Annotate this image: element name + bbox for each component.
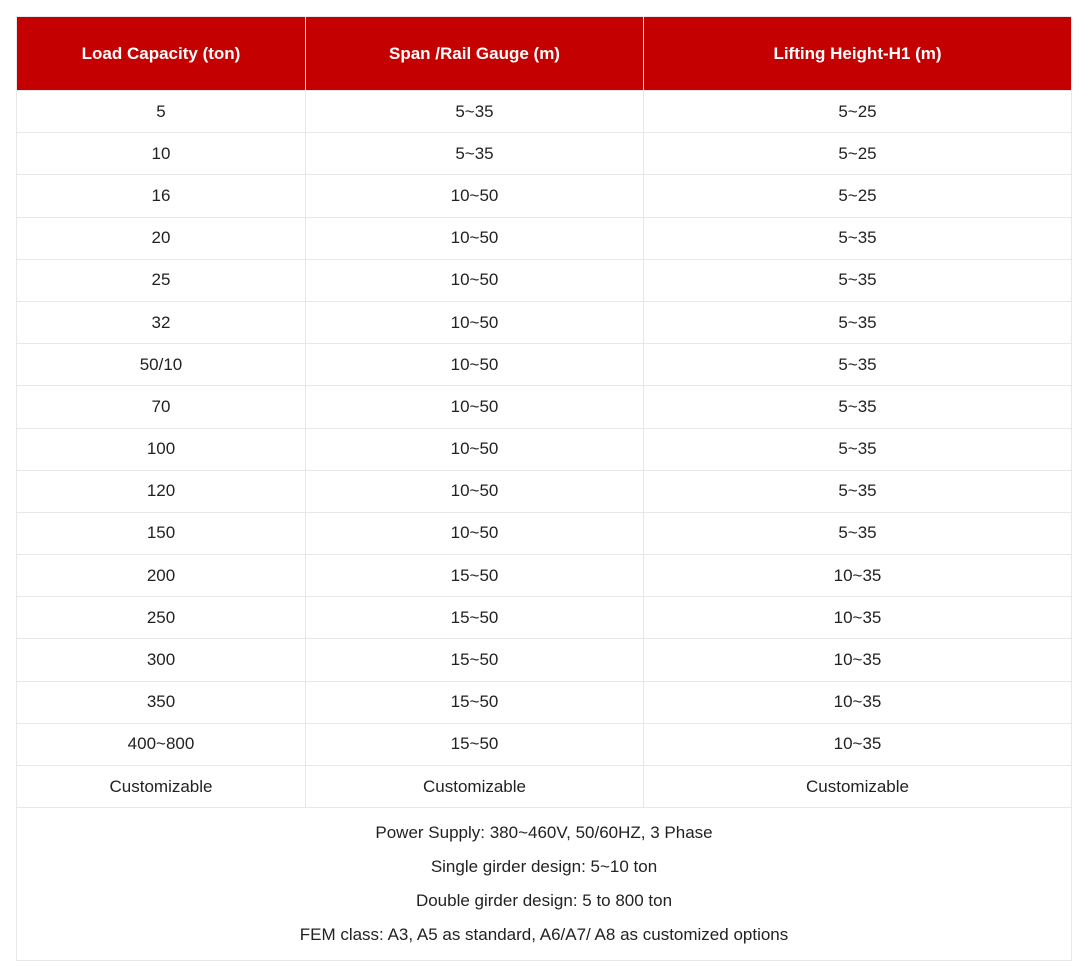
span-cell: 10~50 xyxy=(306,217,644,259)
spec-table-container xyxy=(16,16,1071,961)
span-cell: 5~35 xyxy=(306,91,644,133)
note-single-girder: Single girder design: 5~10 ton xyxy=(430,857,658,877)
span-cell: 15~50 xyxy=(306,723,644,765)
table-row xyxy=(17,386,1072,428)
table-row xyxy=(17,555,1072,597)
note-fem-class: FEM class: A3, A5 as standard, A6/A7/ A8 as customized options xyxy=(299,925,789,945)
lifting-height-cell: 5~35 xyxy=(644,344,1072,386)
note-power-supply: Power Supply: 380~460V, 50/60HZ, 3 Phase xyxy=(375,823,713,843)
lifting-height-cell: 5~25 xyxy=(644,175,1072,217)
load-capacity-cell: 120 xyxy=(17,470,306,512)
notes-row xyxy=(17,808,1072,961)
load-capacity-cell: 70 xyxy=(17,386,306,428)
lifting-height-cell: 5~35 xyxy=(644,428,1072,470)
span-cell: 10~50 xyxy=(306,470,644,512)
span-cell: 10~50 xyxy=(306,301,644,343)
lifting-height-cell: 5~25 xyxy=(644,91,1072,133)
crane-spec-table xyxy=(16,16,1072,961)
table-row xyxy=(17,91,1072,133)
table-row xyxy=(17,512,1072,554)
load-capacity-cell: 200 xyxy=(17,555,306,597)
lifting-height-cell: 5~35 xyxy=(644,259,1072,301)
span-cell: 15~50 xyxy=(306,555,644,597)
load-capacity-cell: Customizable xyxy=(17,766,306,808)
load-capacity-cell: 10 xyxy=(17,133,306,175)
load-capacity-cell: 16 xyxy=(17,175,306,217)
span-cell: 5~35 xyxy=(306,133,644,175)
table-row xyxy=(17,597,1072,639)
table-row xyxy=(17,344,1072,386)
span-cell: Customizable xyxy=(306,766,644,808)
span-cell: 10~50 xyxy=(306,428,644,470)
load-capacity-cell: 50/10 xyxy=(17,344,306,386)
lifting-height-cell: 5~35 xyxy=(644,217,1072,259)
table-header xyxy=(17,17,1072,91)
span-cell: 15~50 xyxy=(306,681,644,723)
load-capacity-cell: 300 xyxy=(17,639,306,681)
load-capacity-cell: 25 xyxy=(17,259,306,301)
table-row xyxy=(17,639,1072,681)
span-cell: 10~50 xyxy=(306,386,644,428)
span-cell: 10~50 xyxy=(306,175,644,217)
load-capacity-cell: 350 xyxy=(17,681,306,723)
load-capacity-cell: 20 xyxy=(17,217,306,259)
span-cell: 10~50 xyxy=(306,259,644,301)
table-row xyxy=(17,723,1072,765)
load-capacity-cell: 250 xyxy=(17,597,306,639)
table-row xyxy=(17,681,1072,723)
table-row xyxy=(17,217,1072,259)
lifting-height-cell: Customizable xyxy=(644,766,1072,808)
lifting-height-cell: 10~35 xyxy=(644,555,1072,597)
lifting-height-cell: 10~35 xyxy=(644,597,1072,639)
header-lifting-height: Lifting Height-H1 (m) xyxy=(644,17,1072,91)
lifting-height-cell: 5~35 xyxy=(644,301,1072,343)
span-cell: 10~50 xyxy=(306,512,644,554)
lifting-height-cell: 5~35 xyxy=(644,470,1072,512)
load-capacity-cell: 100 xyxy=(17,428,306,470)
table-body xyxy=(17,91,1072,961)
lifting-height-cell: 5~35 xyxy=(644,512,1072,554)
span-cell: 15~50 xyxy=(306,597,644,639)
table-row xyxy=(17,766,1072,808)
notes-cell xyxy=(17,808,1072,961)
lifting-height-cell: 10~35 xyxy=(644,681,1072,723)
header-row xyxy=(17,17,1072,91)
table-row xyxy=(17,133,1072,175)
span-cell: 10~50 xyxy=(306,344,644,386)
lifting-height-cell: 5~35 xyxy=(644,386,1072,428)
load-capacity-cell: 400~800 xyxy=(17,723,306,765)
lifting-height-cell: 10~35 xyxy=(644,723,1072,765)
table-row xyxy=(17,301,1072,343)
header-load-capacity: Load Capacity (ton) xyxy=(17,17,306,91)
load-capacity-cell: 32 xyxy=(17,301,306,343)
table-row xyxy=(17,259,1072,301)
table-row xyxy=(17,428,1072,470)
table-row xyxy=(17,470,1072,512)
lifting-height-cell: 10~35 xyxy=(644,639,1072,681)
load-capacity-cell: 150 xyxy=(17,512,306,554)
note-double-girder: Double girder design: 5 to 800 ton xyxy=(415,891,673,911)
table-row xyxy=(17,175,1072,217)
span-cell: 15~50 xyxy=(306,639,644,681)
lifting-height-cell: 5~25 xyxy=(644,133,1072,175)
header-span-rail-gauge: Span /Rail Gauge (m) xyxy=(306,17,644,91)
load-capacity-cell: 5 xyxy=(17,91,306,133)
